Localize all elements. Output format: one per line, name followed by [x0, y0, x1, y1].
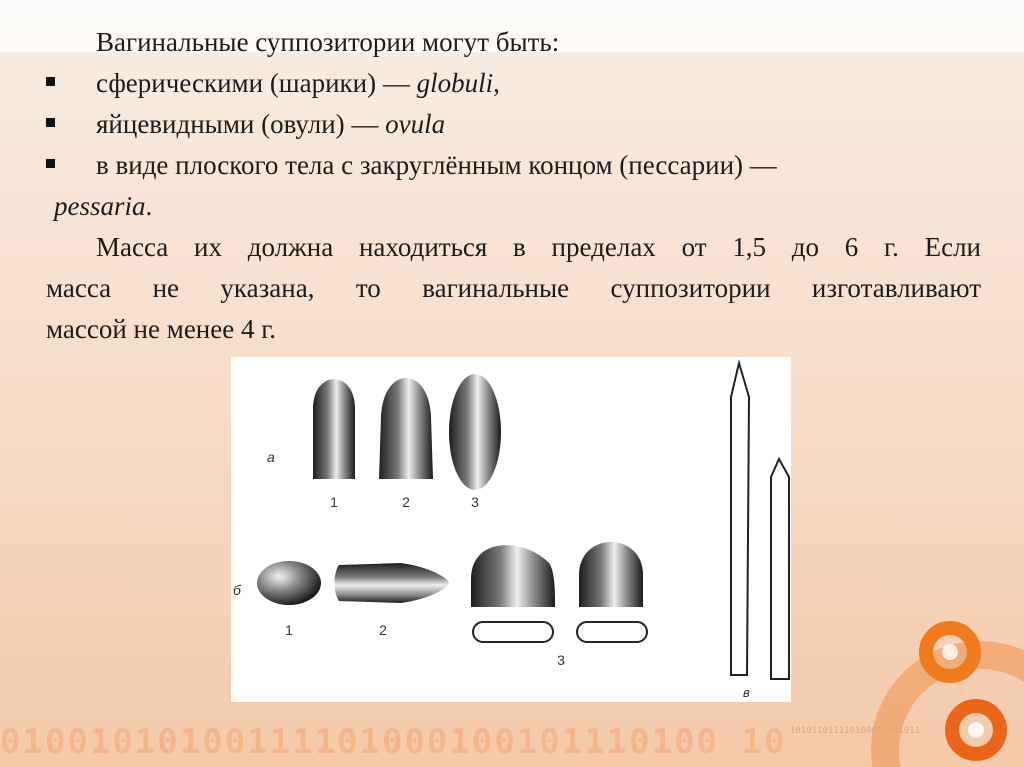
- shape-a3-ellipse: [449, 374, 501, 490]
- square-bullet-icon: [46, 159, 55, 168]
- bullet-text: яйцевидными (овули) —: [96, 109, 386, 139]
- group-b-label-3: 3: [557, 652, 565, 668]
- group-a-label-3: 3: [471, 494, 479, 510]
- shape-a2-cone: [379, 378, 433, 479]
- group-a-label-2: 2: [402, 494, 410, 510]
- group-a-label-1: 1: [330, 494, 338, 510]
- mass-paragraph-line-1: Масса их должна находиться в пределах от 1,5 до 6 г. Если: [96, 232, 981, 262]
- bullet-item-ovula: [46, 104, 981, 145]
- shape-b3-pessary-1: [471, 545, 555, 607]
- bullet-latin: globuli: [416, 68, 494, 98]
- pessaria-tail: .: [145, 191, 153, 221]
- shapes-illustration: [231, 357, 791, 702]
- square-bullet-icon: [46, 77, 55, 86]
- shape-b3-pessary-1-base: [473, 622, 553, 642]
- square-bullet-icon: [46, 118, 55, 127]
- bullet-item-globuli: [46, 63, 981, 104]
- binary-strip-small: 10101101111010000 101011: [790, 726, 921, 736]
- shape-b2-elongated: [335, 563, 450, 603]
- shape-b3-pessary-2: [579, 542, 643, 607]
- pessaria-continuation: [46, 186, 981, 227]
- shape-c1-stick: [731, 363, 749, 675]
- bullet-text: сферическими (шарики) —: [96, 68, 417, 98]
- bullet-tail: ,: [493, 68, 500, 98]
- mass-paragraph-line-2: масса не указана, то вагинальные суппозитории изготавливают: [46, 273, 981, 303]
- shape-c2-stick: [771, 459, 789, 679]
- bullet-text: в виде плоского тела с закруглённым концом (пессарии) —: [96, 150, 777, 180]
- bullet-latin: ovula: [385, 109, 446, 139]
- suppository-shapes-figure: [231, 357, 791, 702]
- mass-paragraph-line-3: массой не менее 4 г.: [46, 314, 277, 344]
- group-b-label-1: 1: [285, 622, 293, 638]
- shape-b3-pessary-2-base: [577, 622, 647, 642]
- bullet-item-pessaria: [46, 145, 981, 186]
- slide-text: [46, 22, 981, 350]
- pessaria-latin: pessaria: [54, 191, 146, 221]
- shape-a1-cone: [313, 379, 355, 479]
- group-b-label-2: 2: [379, 622, 387, 638]
- group-b-letter: б: [233, 582, 241, 598]
- intro-line: Вагинальные суппозитории могут быть:: [96, 27, 560, 57]
- group-c-letter: в: [743, 685, 750, 700]
- shape-b1-sphere: [257, 561, 321, 605]
- binary-strip: 01001010100111101000100101110100 10: [0, 722, 787, 762]
- group-a-letter: а: [267, 449, 275, 465]
